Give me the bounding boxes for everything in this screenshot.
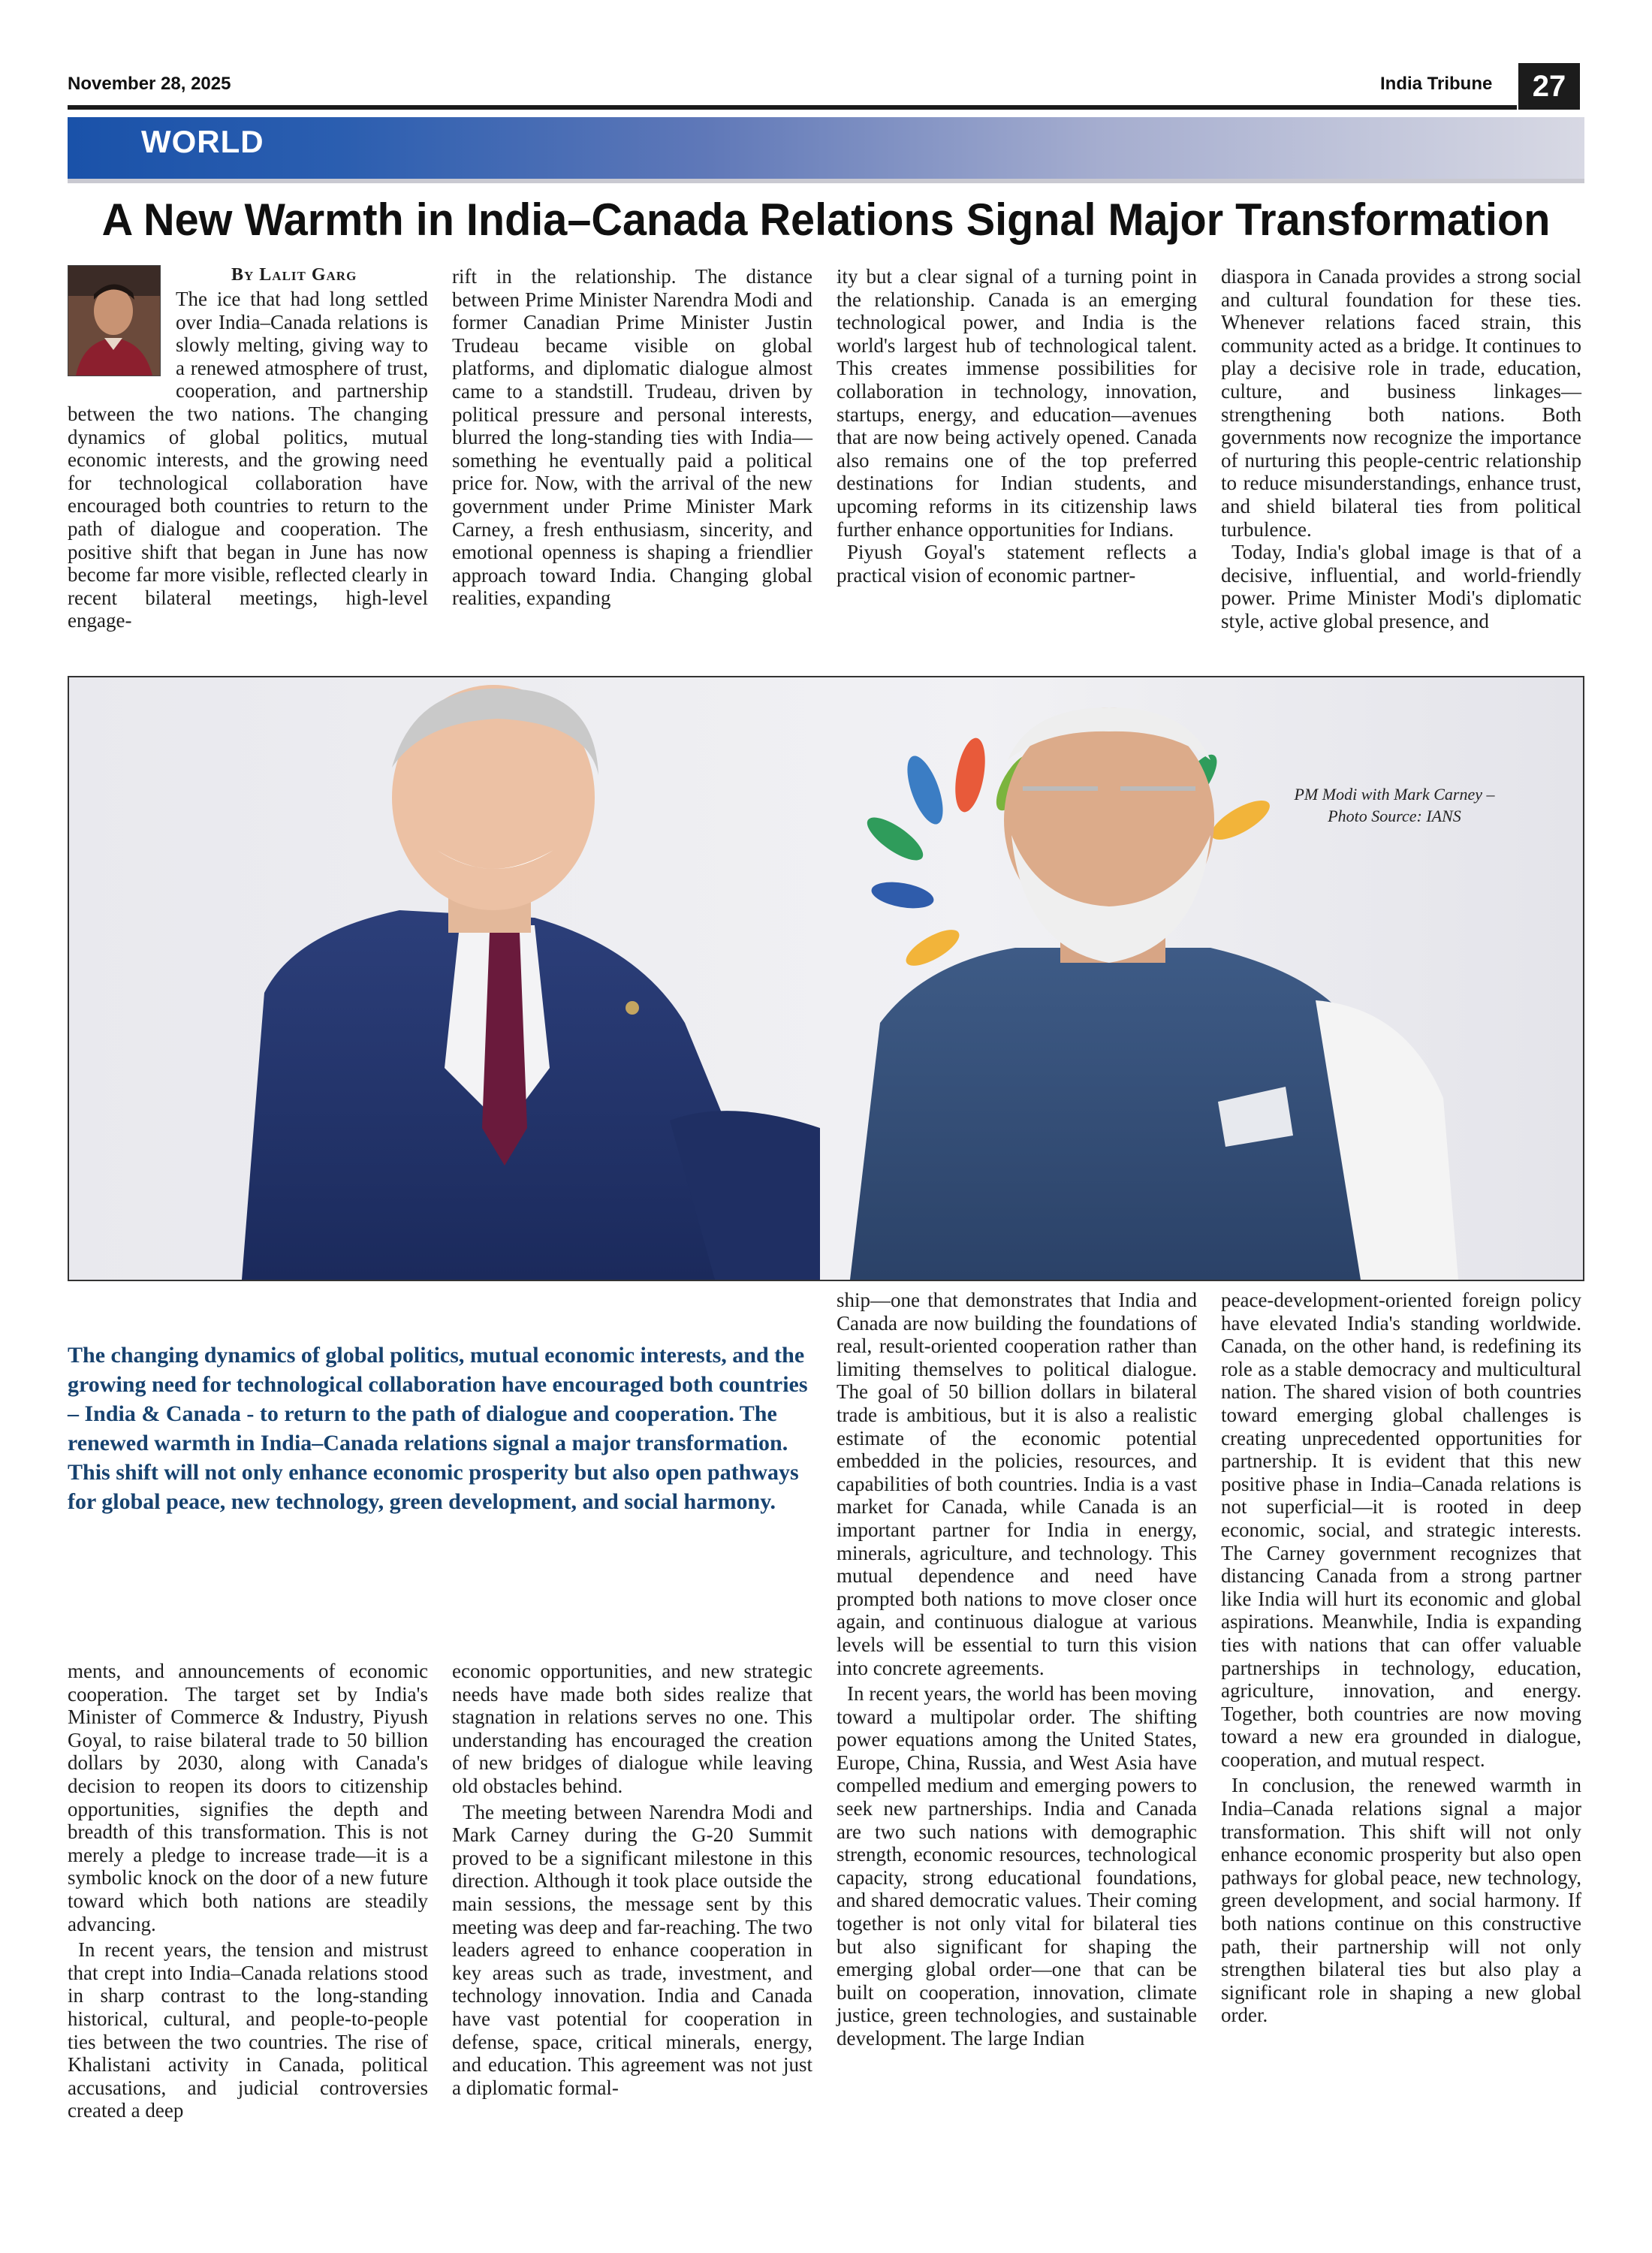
paragraph: The ice that had long settled over India–Canada relations is slowly melting, giving way to a renewed atmosphere of trust, cooperation, and partnership between the two nations. The changing dynamics of global politics, mutual economic interests, and the growing need for technological collaboration have encouraged both countries to return to the path of dialogue and cooperation. The positive shift that began in June has now become far more visible, reflected clearly in recent bilateral meetings, high-level engage- — [68, 288, 428, 632]
paragraph: Today, India's global image is that of a decisive, influential, and world-friendly power. Prime Minister Modi's diplomatic style, active global presence, and — [1221, 541, 1581, 632]
column-1-bottom — [68, 1660, 428, 2122]
paragraph: economic opportunities, and new strategic needs have made both sides realize that stagnation in relations serves no one. This understanding has encouraged the creation of new bridges of dialogue while leaving old obstacles behind. — [452, 1660, 812, 1797]
section-band-shadow — [68, 179, 1584, 183]
paragraph: Piyush Goyal's statement reflects a practical vision of economic partner- — [837, 541, 1197, 587]
paragraph: diaspora in Canada provides a strong social and cultural foundation for these ties. Whenever relations faced strain, this community acted as a bridge. It continues to play a decisive role in trade, education, culture, and business linkages—strengthening both nations. Both governments now recognize the importance of nurturing this people-centric relationship to reduce misunderstandings, enhance trust, and shield bilateral ties from political turbulence. — [1221, 265, 1581, 541]
column-1-top — [68, 265, 428, 663]
column-3-top — [837, 265, 1197, 587]
column-4-top — [1221, 265, 1581, 633]
article-byline: By Lalit Garg — [231, 265, 357, 285]
section-band — [68, 117, 1584, 183]
paragraph: ments, and announcements of economic cooperation. The target set by India's Minister of Commerce & Industry, Piyush Goyal, to raise bilateral trade to 50 billion dollars by 2030, along with Canada's decision to reopen its doors to citizenship opportunities, signifies the depth and breadth of this transformation. This is not merely a pledge to increase trade—it is a symbolic knock on the door of a new future toward which both nations are steadily advancing. — [68, 1660, 428, 1935]
article-photo — [68, 676, 1584, 1281]
pull-quote: The changing dynamics of global politics, mutual economic interests, and the growing need for technological collaboration have encouraged both countries – India & Canada - to return to the path of dialogue and cooperation. The renewed warmth in India–Canada relations signal a major transformation. This shift will not only enhance economic prosperity but also open pathways for global peace, new technology, green development, and social harmony. — [68, 1343, 808, 1514]
column-3-bottom — [837, 1289, 1197, 2050]
paragraph: In recent years, the world has been moving toward a multipolar order. The shifting power equations among the United States, Europe, China, Russia, and West Asia have compelled medium and emerging powers to seek new partnerships. India and Canada are two such nations with demographic strength, economic resources, technological capacity, strong educational foundations, and shared democratic values. Their coming together is not only vital for bilateral ties but also significant for shaping the emerging global order—one that can be built on cooperation, innovation, climate justice, green technologies, and sustainable development. The large Indian — [837, 1682, 1197, 2049]
publication-name: India Tribune — [1380, 74, 1493, 94]
photo-caption: PM Modi with Mark Carney – Photo Source: IANS — [1294, 785, 1495, 825]
paragraph: In conclusion, the renewed warmth in India–Canada relations signal a major transformation. This shift will not only enhance economic prosperity but also open pathways for global peace, new technology, green development, and social harmony. If both nations continue on this constructive path, their partnership will not only strengthen bilateral ties but also play a significant role in shaping a new global order. — [1221, 1774, 1581, 2027]
column-4-bottom — [1221, 1289, 1581, 2027]
paragraph: rift in the relationship. The distance between Prime Minister Narendra Modi and former Canadian Prime Minister Justin Trudeau became visible on global platforms, and diplomatic dialogue almost came to a standstill. Trudeau, driven by political pressure and personal interests, blurred the long-standing ties with India—something he eventually paid a political price for. Now, with the arrival of the new government under Prime Minister Mark Carney, a fresh enthusiasm, sincerity, and emotional openness is shaping a friendlier approach toward India. Changing global realities, expanding — [452, 265, 812, 610]
paragraph: ship—one that demonstrates that India and Canada are now building the foundations of real, result-oriented cooperation rather than limiting themselves to political dialogue. The goal of 50 billion dollars in bilateral trade is ambitious, but it is also a realistic estimate of the economic potential embedded in the policies, resources, and capabilities of both countries. India is a vast market for Canada, while Canada is an important partner for India in energy, minerals, agriculture, and technology. This mutual dependence and need have prompted both nations to move closer once again, and continuous dialogue at various levels will be essential to turn this vision into concrete agreements. — [837, 1289, 1197, 1679]
section-label: WORLD — [141, 124, 264, 159]
header-rule — [68, 105, 1517, 110]
page-number: 27 — [1518, 63, 1580, 110]
article-headline: A New Warmth in India–Canada Relations Signal Major Transformation — [101, 195, 1551, 245]
author-photo-spacer — [68, 288, 176, 402]
paragraph: The meeting between Narendra Modi and Mark Carney during the G-20 Summit proved to be a significant milestone in this direction. Although it took place outside the main sessions, the message sent by this meeting was deep and far-reaching. The two leaders agreed to enhance cooperation in key areas such as trade, investment, and technology innovation. India and Canada have vast potential for cooperation in defense, space, critical minerals, energy, and education. This agreement was not just a diplomatic formal- — [452, 1800, 812, 2099]
paragraph: ity but a clear signal of a turning point in the relationship. Canada is an emerging technological power, and India is the world's largest hub of technological talent. This creates immense possibilities for collaboration in technology, innovation, startups, energy, and education—avenues that are now being actively opened. Canada also remains one of the top preferred destinations for Indian students, and upcoming reforms in its citizenship laws further enhance opportunities for Indians. — [837, 265, 1197, 541]
issue-date: November 28, 2025 — [68, 74, 231, 94]
paragraph: In recent years, the tension and mistrust that crept into India–Canada relations stood in sharp contrast to the long-standing historical, cultural, and people-to-people ties between the two countries. The rise of Khalistani activity in Canada, political accusations, and judicial controversies created a deep — [68, 1938, 428, 2122]
column-2-bottom — [452, 1660, 812, 2099]
paragraph: peace-development-oriented foreign policy have elevated India's standing worldwide. Canada, on the other hand, is redefining its role as a stable democracy and multicultural nation. The shared vision of both countries toward emerging global challenges is creating unprecedented opportunities for partnership. It is evident that this new positive phase in India–Canada relations is not superficial—it is rooted in deep economic, social, and strategic interests. The Carney government recognizes that distancing Canada from a strong partner like India will hurt its economic and global aspirations. Meanwhile, India is expanding ties with nations that can offer valuable partnerships in technology, education, agriculture, innovation, and energy. Together, both countries are now moving toward a new era grounded in dialogue, cooperation, and mutual respect. — [1221, 1289, 1581, 1771]
modi-carney-photo — [69, 677, 1583, 1280]
column-2-top — [452, 265, 812, 610]
